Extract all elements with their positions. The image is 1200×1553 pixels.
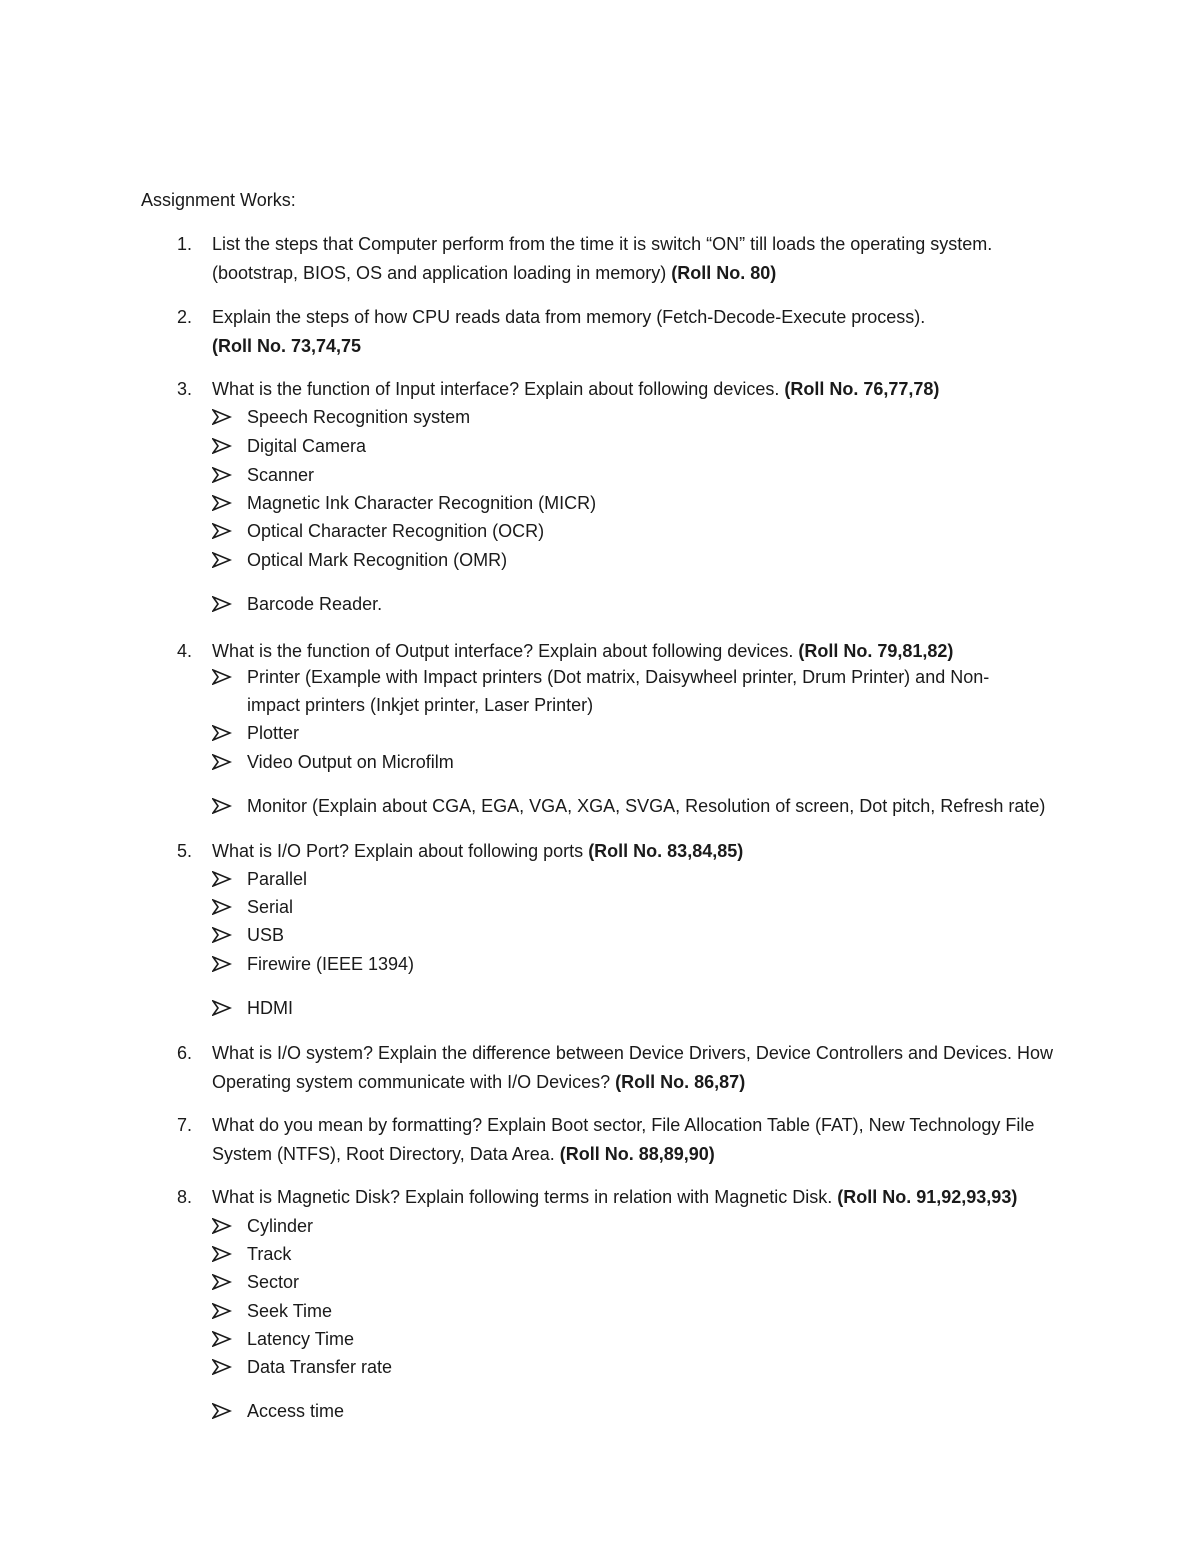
list-item: USB: [247, 925, 285, 945]
question-text: What is the function of Input interface? Explain about following devices.: [212, 379, 785, 399]
question-text: What is the function of Output interface? Explain about following devices.: [212, 641, 799, 661]
question-number: 6.: [176, 1043, 192, 1063]
question-number: 7.: [176, 1115, 192, 1135]
question-text-line: [212, 1143, 715, 1165]
question-text: List the steps that Computer perform from the time it is switch “ON” till loads the operating system.: [212, 234, 993, 254]
list-item: Sector: [247, 1272, 300, 1292]
list-item: Access time: [247, 1401, 345, 1421]
arrow-bullet-icon: [212, 1303, 232, 1319]
question-text-line: [212, 262, 776, 284]
arrow-bullet-icon: [212, 1359, 232, 1375]
arrow-bullet-icon: [212, 1000, 232, 1016]
question-number: 3.: [176, 379, 192, 399]
arrow-bullet-icon: [212, 1331, 232, 1347]
question-text: What do you mean by formatting? Explain Boot sector, File Allocation Table (FAT), New Technology File: [212, 1115, 1035, 1135]
list-item: Firewire (IEEE 1394): [247, 954, 415, 974]
list-item: Data Transfer rate: [247, 1357, 393, 1377]
roll-number: (Roll No. 73,74,75: [212, 336, 362, 356]
list-item: HDMI: [247, 998, 293, 1018]
arrow-bullet-icon: [212, 798, 232, 814]
question-text-line: [212, 1114, 1034, 1136]
arrow-bullet-icon: [212, 495, 232, 511]
list-item: Parallel: [247, 869, 308, 889]
question-text: What is Magnetic Disk? Explain following terms in relation with Magnetic Disk.: [212, 1187, 838, 1207]
arrow-bullet-icon: [212, 927, 232, 943]
arrow-bullet-icon: [212, 956, 232, 972]
arrow-bullet-icon: [212, 899, 232, 915]
list-item: Track: [247, 1244, 292, 1264]
list-item: Printer (Example with Impact printers (Dot matrix, Daisywheel printer, Drum Printer) and Non-: [247, 667, 990, 687]
arrow-bullet-icon: [212, 1403, 232, 1419]
list-item: Video Output on Microfilm: [247, 752, 454, 772]
arrow-bullet-icon: [212, 1274, 232, 1290]
list-item: Cylinder: [247, 1216, 314, 1236]
question-text-line: [212, 1186, 1017, 1208]
roll-number: (Roll No. 86,87): [615, 1072, 746, 1092]
list-item: Scanner: [247, 465, 315, 485]
arrow-bullet-icon: [212, 754, 232, 770]
list-item: Latency Time: [247, 1329, 355, 1349]
list-item: Serial: [247, 897, 294, 917]
roll-number: (Roll No. 83,84,85): [588, 841, 744, 861]
arrow-bullet-icon: [212, 438, 232, 454]
arrow-bullet-icon: [212, 467, 232, 483]
arrow-bullet-icon: [212, 1218, 232, 1234]
question-text: Operating system communicate with I/O Devices?: [212, 1072, 616, 1092]
question-number: 1.: [176, 234, 192, 254]
arrow-bullet-icon: [212, 725, 232, 741]
arrow-bullet-icon: [212, 871, 232, 887]
arrow-bullet-icon: [212, 596, 232, 612]
arrow-bullet-icon: [212, 552, 232, 568]
list-item: Magnetic Ink Character Recognition (MICR): [247, 493, 597, 513]
question-number: 5.: [176, 841, 192, 861]
roll-number: (Roll No. 76,77,78): [784, 379, 940, 399]
arrow-bullet-icon: [212, 523, 232, 539]
list-item: Barcode Reader.: [247, 594, 383, 614]
question-text-line: [212, 335, 361, 357]
list-item: Speech Recognition system: [247, 407, 471, 427]
arrow-bullet-icon: [212, 1246, 232, 1262]
question-number: 8.: [176, 1187, 192, 1207]
question-text: System (NTFS), Root Directory, Data Area.: [212, 1144, 560, 1164]
question-text-line: [212, 1042, 1053, 1064]
roll-number: (Roll No. 80): [671, 263, 777, 283]
question-number: 2.: [176, 307, 192, 327]
question-text-line: [212, 233, 992, 255]
question-text: Explain the steps of how CPU reads data from memory (Fetch-Decode-Execute process).: [212, 307, 926, 327]
question-text-line: [212, 640, 953, 662]
arrow-bullet-icon: [212, 409, 232, 425]
roll-number: (Roll No. 88,89,90): [559, 1144, 715, 1164]
list-item: Plotter: [247, 723, 300, 743]
question-text-line: [212, 840, 743, 862]
question-text: What is I/O Port? Explain about following ports: [212, 841, 589, 861]
document-heading: Assignment Works:: [141, 190, 296, 210]
roll-number: (Roll No. 79,81,82): [798, 641, 954, 661]
list-item: Optical Mark Recognition (OMR): [247, 550, 508, 570]
question-text: (bootstrap, BIOS, OS and application loading in memory): [212, 263, 672, 283]
roll-number: (Roll No. 91,92,93,93): [837, 1187, 1018, 1207]
list-item: Monitor (Explain about CGA, EGA, VGA, XGA, SVGA, Resolution of screen, Dot pitch, Refresh rate): [247, 796, 1046, 816]
question-text-line: [212, 306, 925, 328]
list-item: Optical Character Recognition (OCR): [247, 521, 545, 541]
question-text-line: [212, 1071, 745, 1093]
question-text-line: [212, 378, 939, 400]
list-item: impact printers (Inkjet printer, Laser Printer): [247, 695, 594, 715]
list-item: Digital Camera: [247, 436, 367, 456]
list-item: Seek Time: [247, 1301, 333, 1321]
arrow-bullet-icon: [212, 669, 232, 685]
question-number: 4.: [176, 641, 192, 661]
question-text: What is I/O system? Explain the difference between Device Drivers, Device Controllers and Devices. How: [212, 1043, 1054, 1063]
